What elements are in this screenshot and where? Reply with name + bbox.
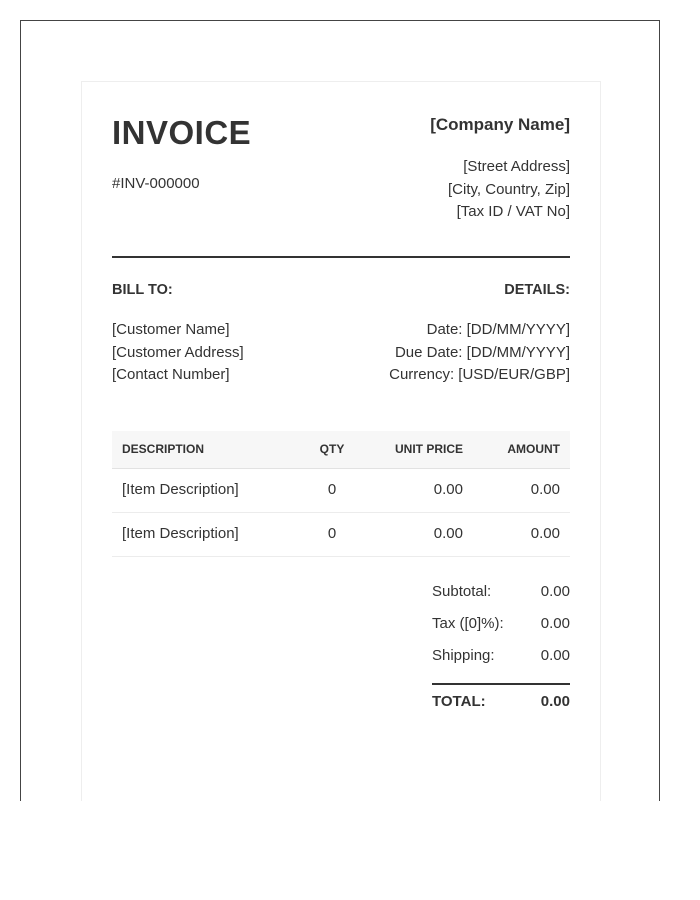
details-heading: DETAILS: xyxy=(504,282,570,298)
item-qty: 0 xyxy=(327,525,337,542)
company-city: [City, Country, Zip] xyxy=(448,180,570,198)
shipping-row xyxy=(432,644,570,676)
invoice-title: INVOICE xyxy=(112,114,252,151)
company-address xyxy=(448,156,570,224)
item-unit-price: 0.00 xyxy=(433,525,463,542)
total-label: TOTAL: xyxy=(432,693,486,710)
header-unit-price: UNIT PRICE xyxy=(394,442,463,456)
company-street: [Street Address] xyxy=(463,158,570,175)
table-row xyxy=(112,513,570,557)
company-tax-id: [Tax ID / VAT No] xyxy=(456,203,570,220)
subtotal-label: Subtotal: xyxy=(432,583,492,600)
company-name: [Company Name] xyxy=(430,115,570,134)
totals-block xyxy=(432,580,570,715)
customer-name: [Customer Name] xyxy=(112,321,230,338)
item-description: [Item Description] xyxy=(122,481,239,498)
tax-row xyxy=(432,612,570,644)
item-amount: 0.00 xyxy=(530,481,560,498)
table-row xyxy=(112,469,570,513)
invoice-date: Date: [DD/MM/YYYY] xyxy=(426,321,570,338)
shipping-value: 0.00 xyxy=(540,647,570,664)
bill-to-heading: BILL TO: xyxy=(112,282,173,298)
customer-address: [Customer Address] xyxy=(112,343,244,361)
header-divider xyxy=(112,256,570,258)
invoice-number: #INV-000000 xyxy=(112,175,200,192)
currency: Currency: [USD/EUR/GBP] xyxy=(389,366,570,383)
tax-label: Tax ([0]%): xyxy=(432,615,504,632)
due-date: Due Date: [DD/MM/YYYY] xyxy=(394,343,570,361)
total-value: 0.00 xyxy=(540,693,570,710)
item-description: [Item Description] xyxy=(122,525,239,542)
items-table xyxy=(112,431,570,557)
subtotal-row xyxy=(432,580,570,612)
subtotal-value: 0.00 xyxy=(540,583,570,600)
shipping-label: Shipping: xyxy=(432,647,495,664)
header-description: DESCRIPTION xyxy=(122,442,205,456)
item-qty: 0 xyxy=(327,481,337,498)
item-amount: 0.00 xyxy=(530,525,560,542)
total-row xyxy=(432,685,570,715)
header-qty: QTY xyxy=(319,442,345,456)
table-header xyxy=(112,431,570,469)
header-amount: AMOUNT xyxy=(507,442,560,456)
bill-to-block xyxy=(112,319,244,387)
tax-value: 0.00 xyxy=(540,615,570,632)
item-unit-price: 0.00 xyxy=(433,481,463,498)
customer-contact: [Contact Number] xyxy=(112,366,230,383)
details-block xyxy=(389,319,570,387)
